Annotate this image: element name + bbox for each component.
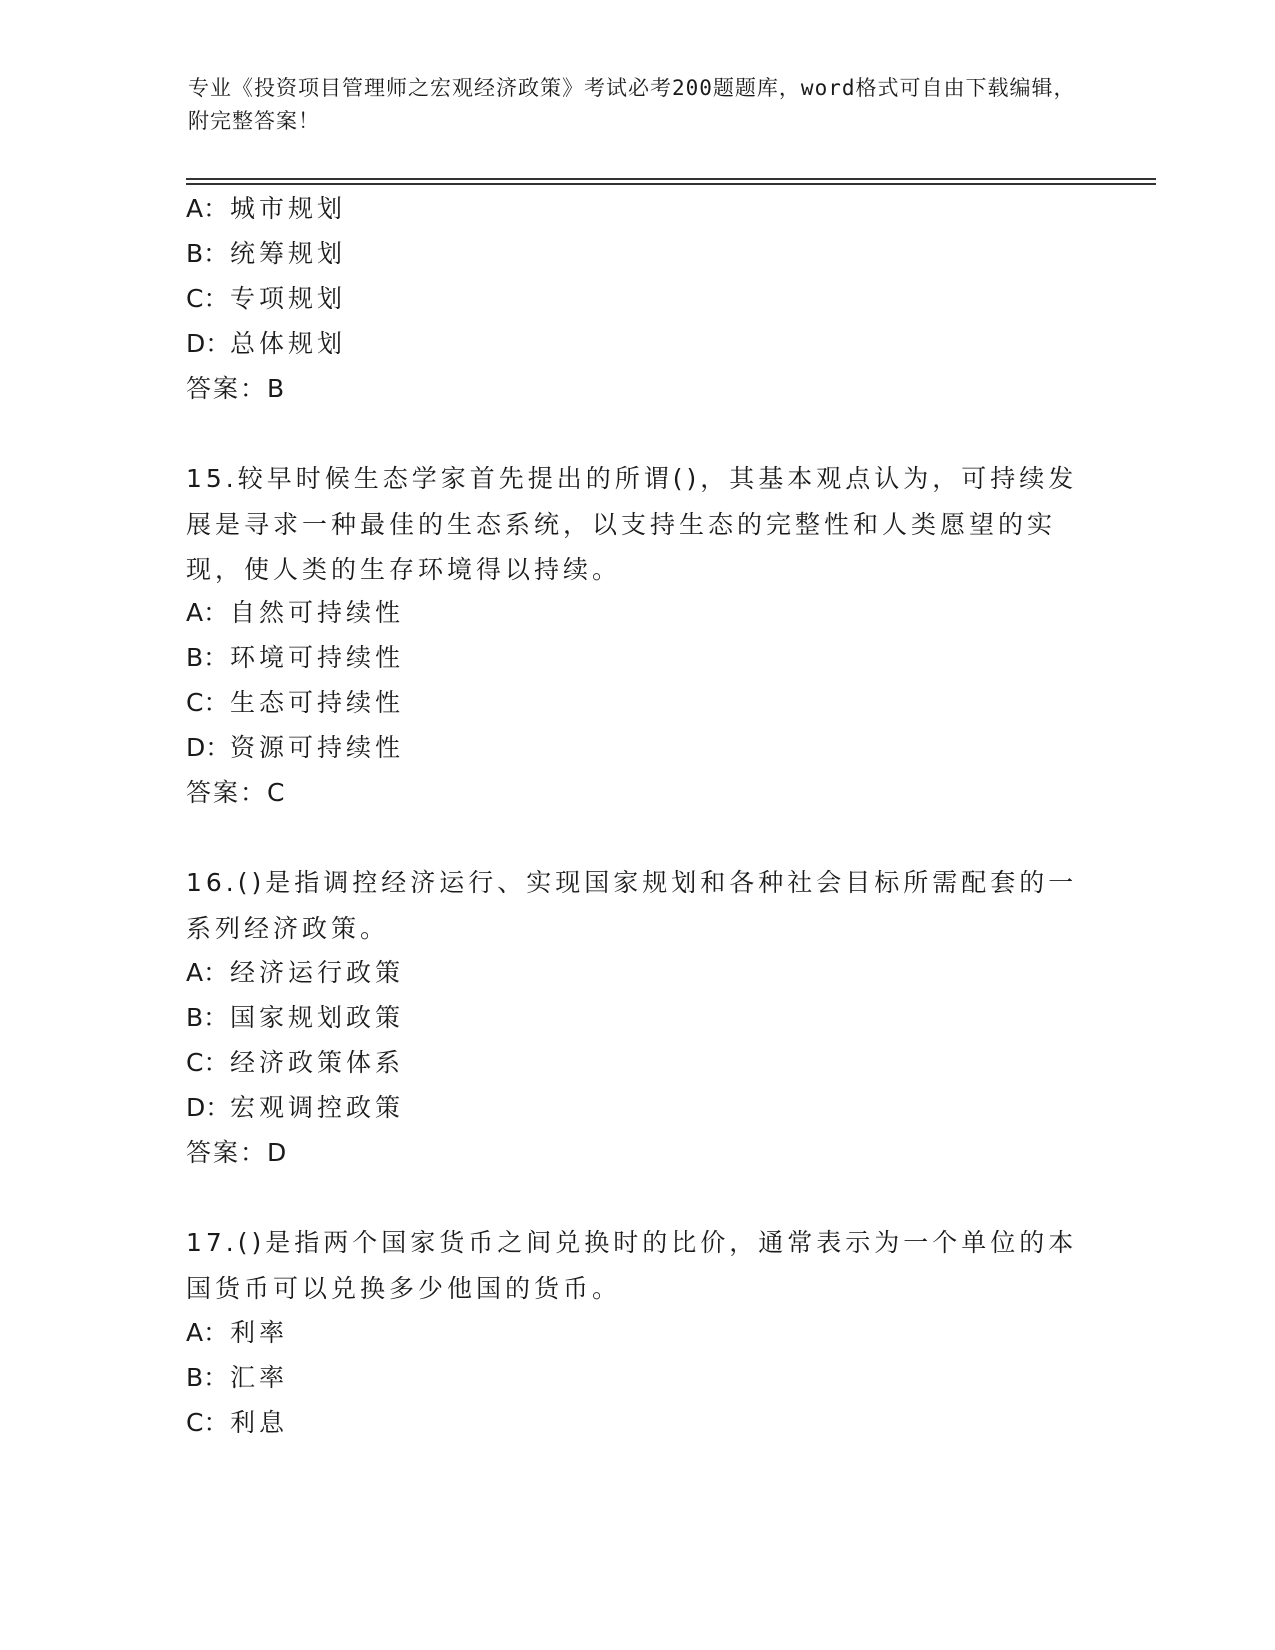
header-divider-secondary: [186, 183, 1156, 185]
option-c: C：利息: [186, 1408, 289, 1437]
option-d: D：宏观调控政策: [186, 1093, 405, 1122]
option-d: D：总体规划: [186, 329, 347, 358]
question-15-text: 15.较早时候生态学家首先提出的所谓()，其基本观点认为，可持续发展是寻求一种最佳的生态系统，以支持生态的完整性和人类愿望的实现，使人类的生存环境得以持续。: [186, 464, 1078, 584]
option-b: B：汇率: [186, 1363, 289, 1392]
option-a: A：利率: [186, 1318, 289, 1347]
option-a: A：城市规划: [186, 194, 347, 223]
header-divider: [186, 178, 1156, 180]
answer-line: 答案：B: [186, 374, 287, 403]
document-header: 专业《投资项目管理师之宏观经济政策》考试必考200题题库，word格式可自由下载编辑，附完整答案！: [188, 76, 1076, 133]
answer-line: 答案：D: [186, 1138, 289, 1167]
option-d: D：资源可持续性: [186, 733, 405, 762]
option-b: B：环境可持续性: [186, 643, 405, 672]
option-a: A：自然可持续性: [186, 598, 405, 627]
option-b: B：统筹规划: [186, 239, 347, 268]
option-a: A：经济运行政策: [186, 958, 405, 987]
option-b: B：国家规划政策: [186, 1003, 405, 1032]
option-c: C：经济政策体系: [186, 1048, 405, 1077]
option-c: C：生态可持续性: [186, 688, 405, 717]
answer-line: 答案：C: [186, 778, 287, 807]
question-17-text: 17.()是指两个国家货币之间兑换时的比价，通常表示为一个单位的本国货币可以兑换多少他国的货币。: [186, 1228, 1078, 1303]
question-16-text: 16.()是指调控经济运行、实现国家规划和各种社会目标所需配套的一系列经济政策。: [186, 868, 1078, 943]
option-c: C：专项规划: [186, 284, 347, 313]
